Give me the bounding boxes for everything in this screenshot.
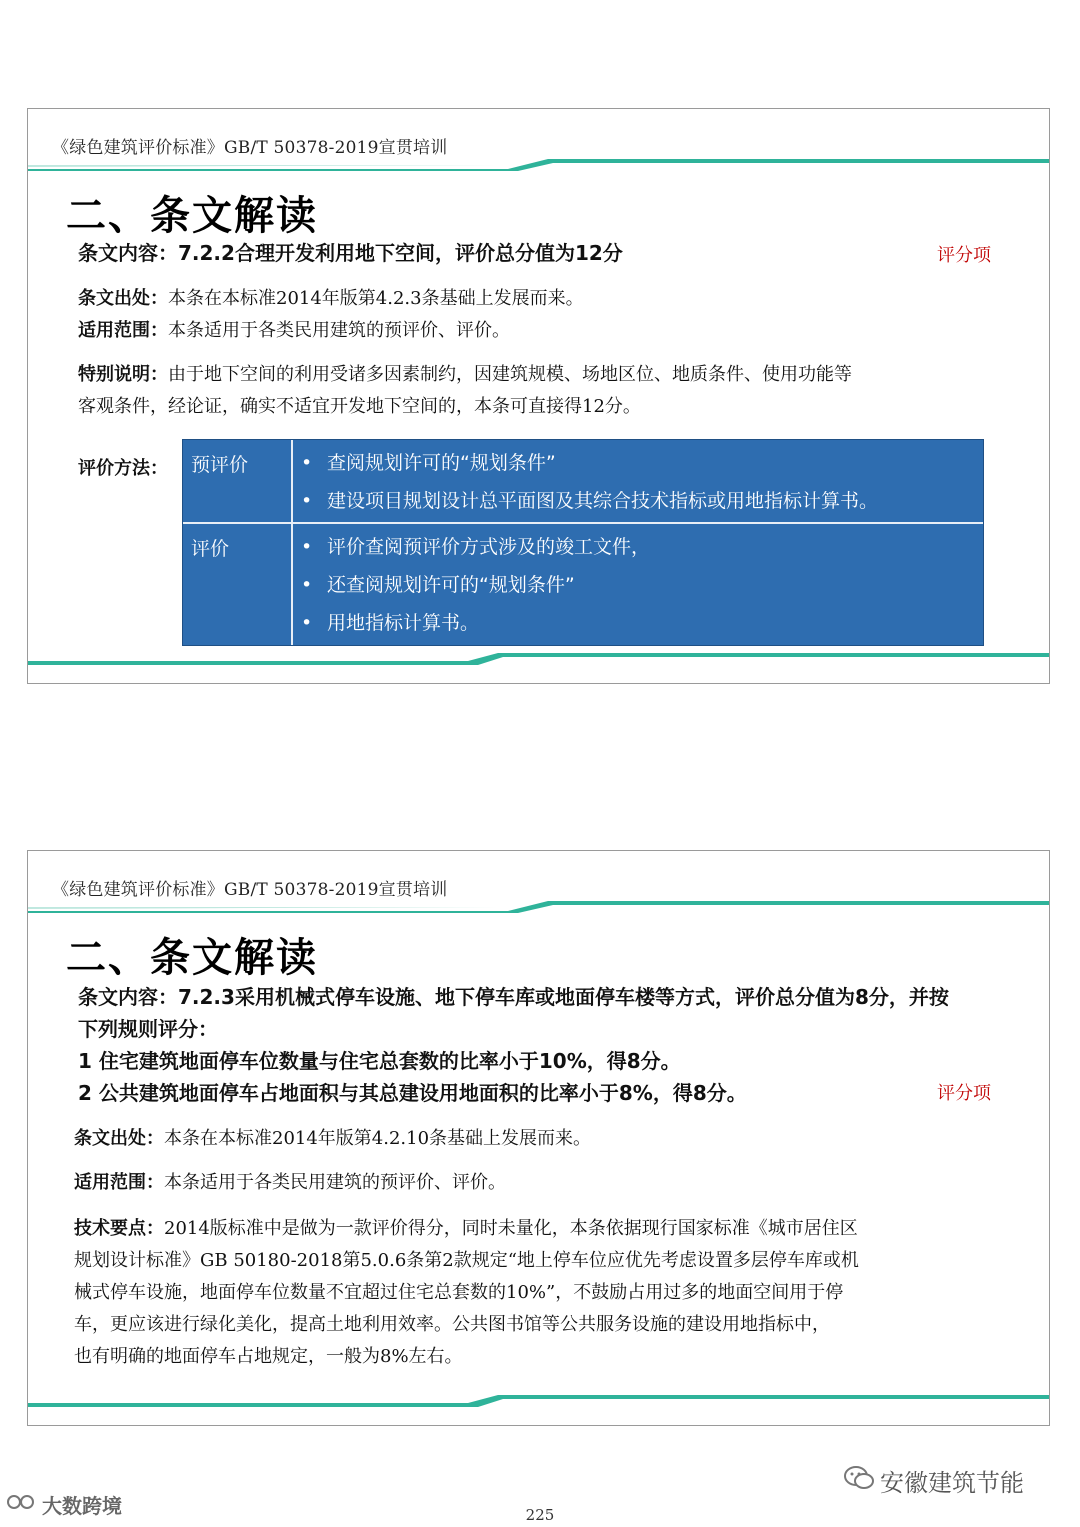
watermark-left: 大数跨境	[6, 1490, 122, 1519]
list-item: • 评价查阅预评价方式涉及的竣工文件，	[295, 528, 983, 566]
bullet-icon: •	[301, 612, 313, 634]
slide-header: 《绿色建筑评价标准》GB/T 50378-2019宣贯培训	[52, 880, 448, 900]
page-number: 225	[525, 1506, 555, 1524]
section-title: 二、条文解读	[66, 935, 318, 981]
method-label: 评价方法：	[78, 458, 168, 479]
slide-2	[27, 850, 1050, 1426]
bullet-icon: •	[301, 574, 313, 596]
rule-1: 1 住宅建筑地面停车位数量与住宅总套数的比率小于10%，得8分。	[78, 1049, 681, 1073]
clause-source: 条文出处：本条在本标准2014年版第4.2.10条基础上发展而来。	[74, 1128, 592, 1149]
slide-header: 《绿色建筑评价标准》GB/T 50378-2019宣贯培训	[52, 138, 448, 158]
row-label: 预评价	[183, 440, 293, 522]
watermark-right: 安徽建筑节能	[844, 1463, 1024, 1498]
top-stripe	[28, 901, 1049, 913]
bottom-stripe	[28, 1395, 1049, 1407]
table-row	[183, 440, 983, 524]
evaluation-method-table	[182, 439, 984, 646]
scoring-tag: 评分项	[937, 245, 991, 266]
bottom-stripe	[28, 653, 1049, 665]
bullet-icon: •	[301, 452, 313, 474]
wechat-icon	[844, 1465, 874, 1497]
rule-2: 2 公共建筑地面停车占地面积与其总建设用地面积的比率小于8%，得8分。	[78, 1081, 747, 1105]
bullet-icon: •	[301, 490, 313, 512]
bullet-icon: •	[301, 536, 313, 558]
clause-scope: 适用范围：本条适用于各类民用建筑的预评价、评价。	[78, 320, 510, 341]
section-title: 二、条文解读	[66, 193, 318, 239]
special-note: 特别说明：由于地下空间的利用受诸多因素制约，因建筑规模、场地区位、地质条件、使用功能等 客观条件，经论证，确实不适宜开发地下空间的，本条可直接得12分。	[78, 364, 852, 417]
clause-content: 条文内容：7.2.2合理开发利用地下空间，评价总分值为12分	[78, 241, 623, 265]
technical-points: 技术要点：2014版标准中是做为一款评价得分，同时未量化，本条依据现行国家标准《城市居住区 规划设计标准》GB 50180-2018第5.0.6条第2款规定“地上停车位应优先考虑设置多层停车库或机 械式停车设施，地面停车位数量不宜超过住宅总套数的10%”，不鼓励占用过多的地面空间用于停 车，更应该进行绿化美化，提高土地利用效率。公共图书馆等公共服务设施的建设用地指标中， 也有明确的地面停车占地规定，一般为8%左右。	[74, 1218, 859, 1367]
scoring-tag: 评分项	[937, 1083, 991, 1104]
clause-scope: 适用范围：本条适用于各类民用建筑的预评价、评价。	[74, 1172, 506, 1193]
slide-1	[27, 108, 1050, 684]
clause-content: 条文内容：7.2.3采用机械式停车设施、地下停车库或地面停车楼等方式，评价总分值为8分，并按 下列规则评分： 1 住宅建筑地面停车位数量与住宅总套数的比率小于10%，得8分。 2 公共建筑地面停车占地面积与其总建设用地面积的比率小于8%，得8分。	[78, 985, 949, 1105]
table-row	[183, 524, 983, 645]
row-label: 评价	[183, 524, 293, 645]
list-item: • 还查阅规划许可的“规划条件”	[295, 566, 983, 604]
list-item: • 查阅规划许可的“规划条件”	[295, 444, 983, 482]
list-item: • 用地指标计算书。	[295, 604, 983, 642]
top-stripe	[28, 159, 1049, 171]
clause-source: 条文出处：本条在本标准2014年版第4.2.3条基础上发展而来。	[78, 288, 584, 309]
list-item: • 建设项目规划设计总平面图及其综合技术指标或用地指标计算书。	[295, 482, 983, 520]
